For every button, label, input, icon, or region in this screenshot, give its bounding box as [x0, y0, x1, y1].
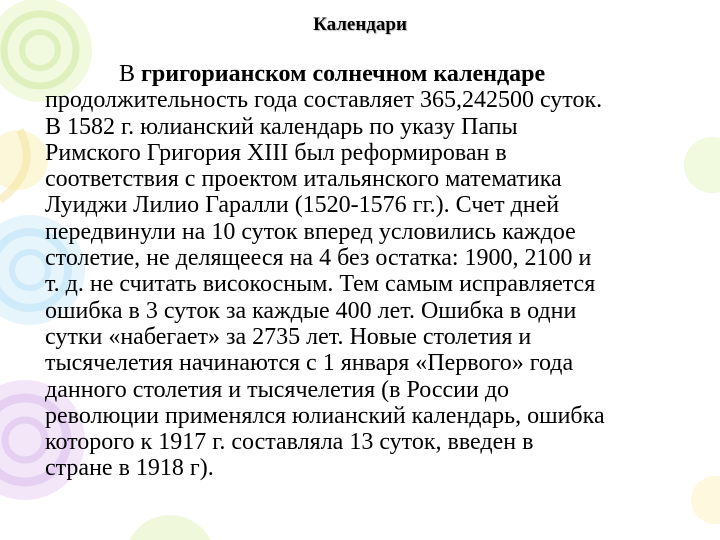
body-line: Луиджи Лилио Гаралли (1520-1576 гг.). Счет дней — [45, 192, 560, 219]
body-line: передвинули на 10 суток вперед условились каждое — [45, 218, 576, 245]
body-line: данного столетия и тысячелетия (в России до — [45, 376, 510, 403]
body-line: столетие, не делящееся на 4 без остатка: 1900, 2100 и — [45, 245, 592, 272]
decor-swirl-yellow — [0, 130, 48, 200]
intro-line — [45, 61, 715, 87]
slide-title: Календари — [313, 14, 407, 35]
intro-prefix: В — [119, 61, 142, 87]
body-line: которого к 1917 г. составляла 13 суток, введен в — [45, 429, 534, 456]
decor-swirl-green-bottom — [125, 515, 215, 540]
body-line: сутки «набегает» за 2735 лет. Новые столетия и — [45, 323, 532, 350]
body-line: т. д. не считать високосным. Тем самым исправляется — [45, 271, 596, 298]
body-line: продолжительность года составляет 365,242500 суток. — [45, 87, 603, 114]
body-line: тысячелетия начинаются с 1 января «Первого» года — [45, 350, 574, 377]
body-line: соответствия с проектом итальянского математика — [45, 166, 562, 193]
intro-term: григорианском солнечном календаре — [141, 61, 546, 87]
body-line: ошибка в 3 суток за каждые 400 лет. Ошибка в одни — [45, 297, 577, 324]
body-line: стране в 1918 г). — [45, 455, 214, 482]
body-line: Римского Григория XIII был реформирован в — [45, 139, 507, 166]
body-line: В 1582 г. юлианский календарь по указу Папы — [45, 113, 518, 140]
slide-body — [45, 61, 715, 482]
body-line: революции применялся юлианский календарь, ошибка — [45, 402, 605, 429]
